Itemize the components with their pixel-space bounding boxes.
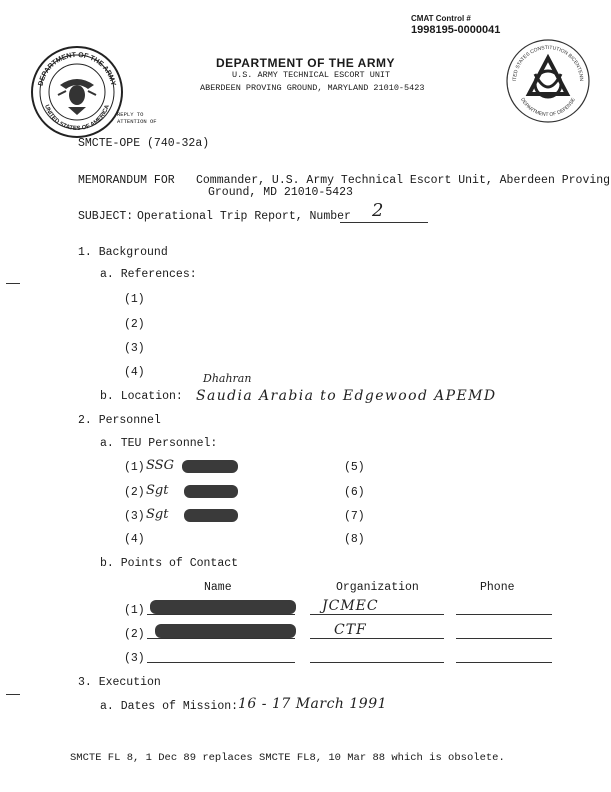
poc-row-1: (1): [124, 604, 145, 617]
personnel-7: (7): [344, 510, 365, 523]
redaction-personnel-1: [182, 460, 238, 473]
memo-for-label: MEMORANDUM FOR: [78, 174, 175, 187]
poc-2-phone-line: [456, 638, 552, 639]
section-3-heading: 3. Execution: [78, 676, 161, 689]
left-seal-bottom-text: UNITED STATES OF AMERICA: [43, 104, 111, 133]
reference-3: (3): [124, 342, 145, 355]
personnel-1-rank: SSG: [146, 458, 174, 473]
office-symbol: SMCTE-OPE (740-32a): [78, 137, 210, 150]
section-2b-heading: b. Points of Contact: [100, 557, 239, 570]
poc-row-3: (3): [124, 652, 145, 665]
memo-for-text-2: Ground, MD 21010-5423: [208, 186, 353, 199]
subject-number-line: [340, 222, 428, 223]
personnel-2-rank: Sgt: [146, 483, 169, 498]
personnel-5: (5): [344, 461, 365, 474]
subject-number: 2: [372, 200, 384, 221]
poc-1-org-line: [310, 614, 444, 615]
poc-header-org: Organization: [336, 581, 419, 594]
poc-3-phone-line: [456, 662, 552, 663]
personnel-1: (1): [124, 461, 145, 474]
poc-1-name-line: [147, 614, 295, 615]
poc-header-phone: Phone: [480, 581, 515, 594]
poc-row-2: (2): [124, 628, 145, 641]
personnel-3-rank: Sgt: [146, 507, 169, 522]
redaction-poc-1: [150, 600, 296, 614]
unit-address: ABERDEEN PROVING GROUND, MARYLAND 21010-5423: [200, 83, 425, 93]
dod-seal: [30, 45, 124, 139]
margin-mark-2: [6, 694, 20, 695]
margin-mark-1: [6, 283, 20, 284]
bicentennial-seal: [505, 38, 591, 124]
personnel-4: (4): [124, 533, 145, 546]
subject-label: SUBJECT:: [78, 210, 134, 223]
personnel-3: (3): [124, 510, 145, 523]
poc-2-org-line: [310, 638, 444, 639]
section-2-heading: 2. Personnel: [78, 414, 161, 427]
subject-text: Operational Trip Report, Number: [137, 210, 351, 223]
poc-1-org: JCMEC: [322, 598, 379, 614]
left-seal-top-text: DEPARTMENT OF THE ARMY: [37, 51, 117, 87]
svg-text:UNITED STATES CONSTITUTION BIC: [505, 38, 584, 82]
reference-2: (2): [124, 318, 145, 331]
department-heading: DEPARTMENT OF THE ARMY: [216, 56, 395, 70]
attention-label: ATTENTION OF: [117, 118, 157, 125]
poc-header-name: Name: [204, 581, 232, 594]
location-above: Dhahran: [203, 372, 252, 385]
poc-3-org-line: [310, 662, 444, 663]
reply-to-label: REPLY TO: [117, 111, 144, 118]
section-3a-heading: a. Dates of Mission:: [100, 700, 239, 713]
section-1b-heading: b. Location:: [100, 390, 183, 403]
reference-1: (1): [124, 293, 145, 306]
redaction-poc-2: [155, 624, 296, 638]
control-label: CMAT Control #: [411, 14, 471, 23]
personnel-2: (2): [124, 486, 145, 499]
personnel-8: (8): [344, 533, 365, 546]
poc-1-phone-line: [456, 614, 552, 615]
control-number: 1998195-0000041: [411, 24, 501, 36]
section-1a-heading: a. References:: [100, 268, 197, 281]
reference-4: (4): [124, 366, 145, 379]
redaction-personnel-3: [184, 509, 238, 522]
redaction-personnel-2: [184, 485, 238, 498]
memo-for-text: Commander, U.S. Army Technical Escort Unit, Aberdeen Proving: [196, 174, 611, 187]
unit-name: U.S. ARMY TECHNICAL ESCORT UNIT: [232, 70, 391, 80]
section-1-heading: 1. Background: [78, 246, 168, 259]
form-footer: SMCTE FL 8, 1 Dec 89 replaces SMCTE FL8, 10 Mar 88 which is obsolete.: [70, 752, 505, 764]
right-seal-top-text: ITED STATES CONSTITUTION BICENTENN: [511, 44, 585, 82]
location-handwritten: Saudia Arabia to Edgewood APEMD: [196, 388, 497, 404]
personnel-6: (6): [344, 486, 365, 499]
poc-3-name-line: [147, 662, 295, 663]
poc-2-name-line: [147, 638, 295, 639]
svg-text:DEPARTMENT OF DEFENSE: [519, 96, 577, 118]
right-seal-bottom-text: DEPARTMENT OF DEFENSE: [519, 96, 577, 119]
section-2a-heading: a. TEU Personnel:: [100, 437, 218, 450]
dates-handwritten: 16 - 17 March 1991: [238, 696, 388, 712]
poc-2-org: CTF: [334, 622, 367, 638]
